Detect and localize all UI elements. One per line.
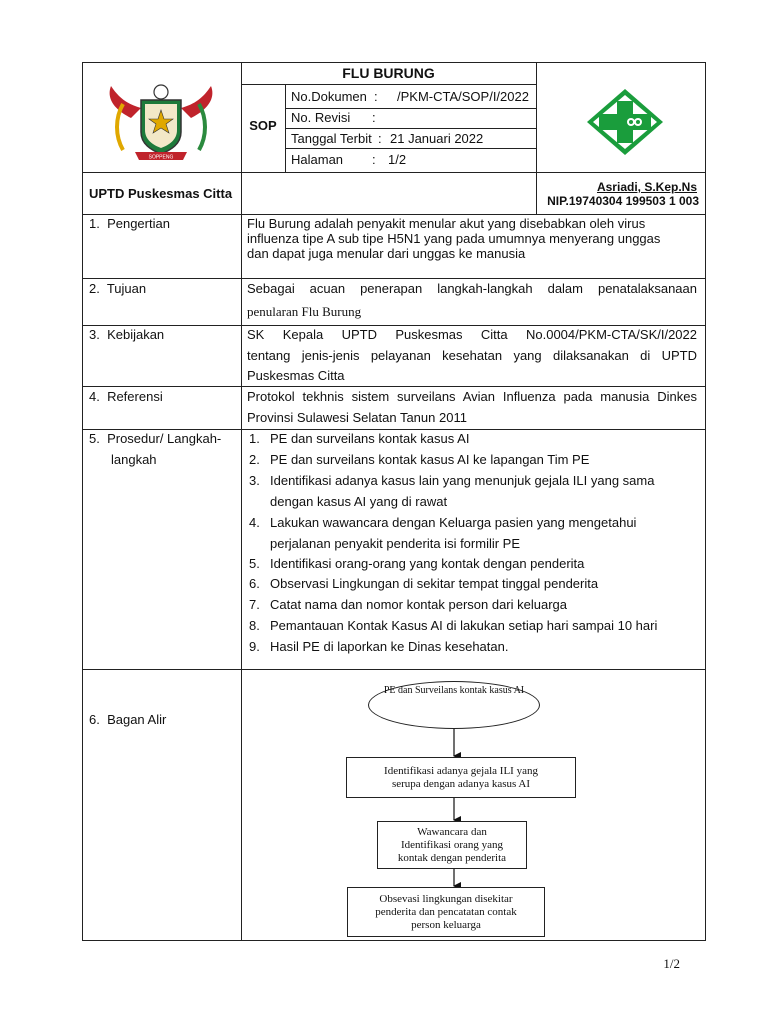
step-4-text-cont: perjalanan penyakit penderita isi formilir PE	[270, 536, 521, 551]
flowchart-step-identifikasi	[346, 757, 576, 798]
label-pengertian: 1. Pengertian	[89, 216, 170, 231]
meta-label-revisi: No. Revisi	[291, 110, 351, 125]
step-2-text: PE dan surveilans kontak kasus AI ke lapangan Tim PE	[270, 452, 590, 467]
flowchart-step2-line2: Identifikasi orang yang	[400, 838, 504, 851]
label-prosedur-cont: langkah	[111, 452, 157, 467]
step-7-num: 7.	[249, 597, 260, 612]
meta-value-tanggal: 21 Januari 2022	[390, 131, 484, 146]
flowchart-step1-line2: serupa dengan adanya kasus AI	[391, 777, 531, 790]
meta-value-nodokumen: /PKM-CTA/SOP/I/2022	[397, 89, 529, 104]
meta-colon-revisi: :	[372, 110, 376, 125]
step-6-text: Observasi Lingkungan di sekitar tempat tinggal penderita	[270, 576, 599, 591]
label-bagan-alir: 6. Bagan Alir	[89, 712, 167, 727]
step-3-text-cont: dengan kasus AI yang di rawat	[270, 494, 448, 509]
kebijakan-line-2: tentang jenis-jenis pelayanan kesehatan yang dilaksanakan di UPTD	[247, 348, 697, 363]
signer-name: Asriadi, S.Kep.Ns	[596, 180, 697, 194]
flowchart-step-observasi	[347, 887, 545, 937]
kebijakan-line-1: SK Kepala UPTD Puskesmas Citta No.0004/PKM-CTA/SK/I/2022	[247, 327, 697, 342]
document-title: FLU BURUNG	[342, 65, 435, 81]
meta-label-tanggal: Tanggal Terbit	[291, 131, 372, 146]
meta-colon-tanggal: :	[378, 131, 382, 146]
flowchart-step1-line1: Identifikasi adanya gejala ILI yang	[384, 764, 538, 777]
pengertian-line-2: influenza tipe A sub tipe H5N1 yang pada umumnya menyerang unggas	[247, 231, 661, 246]
step-3-text: Identifikasi adanya kasus lain yang menunjuk gejala ILI yang sama	[270, 473, 655, 488]
page-number: 1/2	[663, 956, 680, 971]
step-5-text: Identifikasi orang-orang yang kontak dengan penderita	[270, 556, 585, 571]
flowchart-step3-line2: penderita dan pencatatan contak	[375, 905, 517, 918]
sop-label: SOP	[249, 118, 277, 133]
label-referensi: 4. Referensi	[89, 389, 163, 404]
step-6-num: 6.	[249, 576, 260, 591]
tujuan-line-1: Sebagai acuan penerapan langkah-langkah dalam penatalaksanaan	[247, 281, 697, 296]
step-7-text: Catat nama dan nomor kontak person dari keluarga	[270, 597, 568, 612]
flowchart-step2-line3: kontak dengan penderita	[397, 851, 507, 864]
step-8-text: Pemantauan Kontak Kasus AI di lakukan setiap hari sampai 10 hari	[270, 618, 658, 633]
referensi-line-2: Provinsi Sulawesi Selatan Tanun 2011	[247, 410, 467, 425]
step-1-text: PE dan surveilans kontak kasus AI	[270, 431, 470, 446]
signer-nip: NIP.19740304 199503 1 003	[547, 194, 699, 208]
meta-label-nodokumen: No.Dokumen	[291, 89, 367, 104]
flowchart-start-text: PE dan Surveilans kontak kasus AI	[383, 685, 525, 696]
step-4-num: 4.	[249, 515, 260, 530]
tujuan-line-2: penularan Flu Burung	[247, 304, 362, 319]
meta-colon-nodokumen: :	[374, 89, 378, 104]
meta-colon-halaman: :	[372, 152, 376, 167]
step-8-num: 8.	[249, 618, 260, 633]
flowchart-step2-line1: Wawancara dan	[417, 825, 487, 838]
label-kebijakan: 3. Kebijakan	[89, 327, 165, 342]
step-4-text: Lakukan wawancara dengan Keluarga pasien yang mengetahui	[270, 515, 637, 530]
flowchart-step3-line1: Obsevasi lingkungan disekitar	[379, 892, 513, 905]
step-1-num: 1.	[249, 431, 260, 446]
step-5-num: 5.	[249, 556, 260, 571]
step-2-num: 2.	[249, 452, 260, 467]
step-3-num: 3.	[249, 473, 260, 488]
referensi-line-1: Protokol tekhnis sistem surveilans Avian Influenza pada manusia Dinkes	[247, 389, 697, 404]
flowchart-step-wawancara	[377, 821, 527, 869]
soppeng-ribbon-text: SOPPENG	[148, 154, 174, 161]
meta-label-halaman: Halaman	[291, 152, 344, 167]
meta-value-halaman: 1/2	[388, 152, 407, 167]
label-tujuan: 2. Tujuan	[89, 281, 147, 296]
pengertian-line-1: Flu Burung adalah penyakit menular akut yang disebabkan oleh virus	[247, 216, 646, 231]
label-prosedur: 5. Prosedur/ Langkah-	[89, 431, 222, 446]
institution-name: UPTD Puskesmas Citta	[89, 186, 233, 201]
flowchart-step3-line3: person keluarga	[411, 918, 481, 931]
pengertian-line-3: dan dapat juga menular dari unggas ke manusia	[247, 246, 526, 261]
step-9-text: Hasil PE di laporkan ke Dinas kesehatan.	[270, 639, 509, 654]
kebijakan-line-3: Puskesmas Citta	[247, 368, 345, 383]
step-9-num: 9.	[249, 639, 260, 654]
